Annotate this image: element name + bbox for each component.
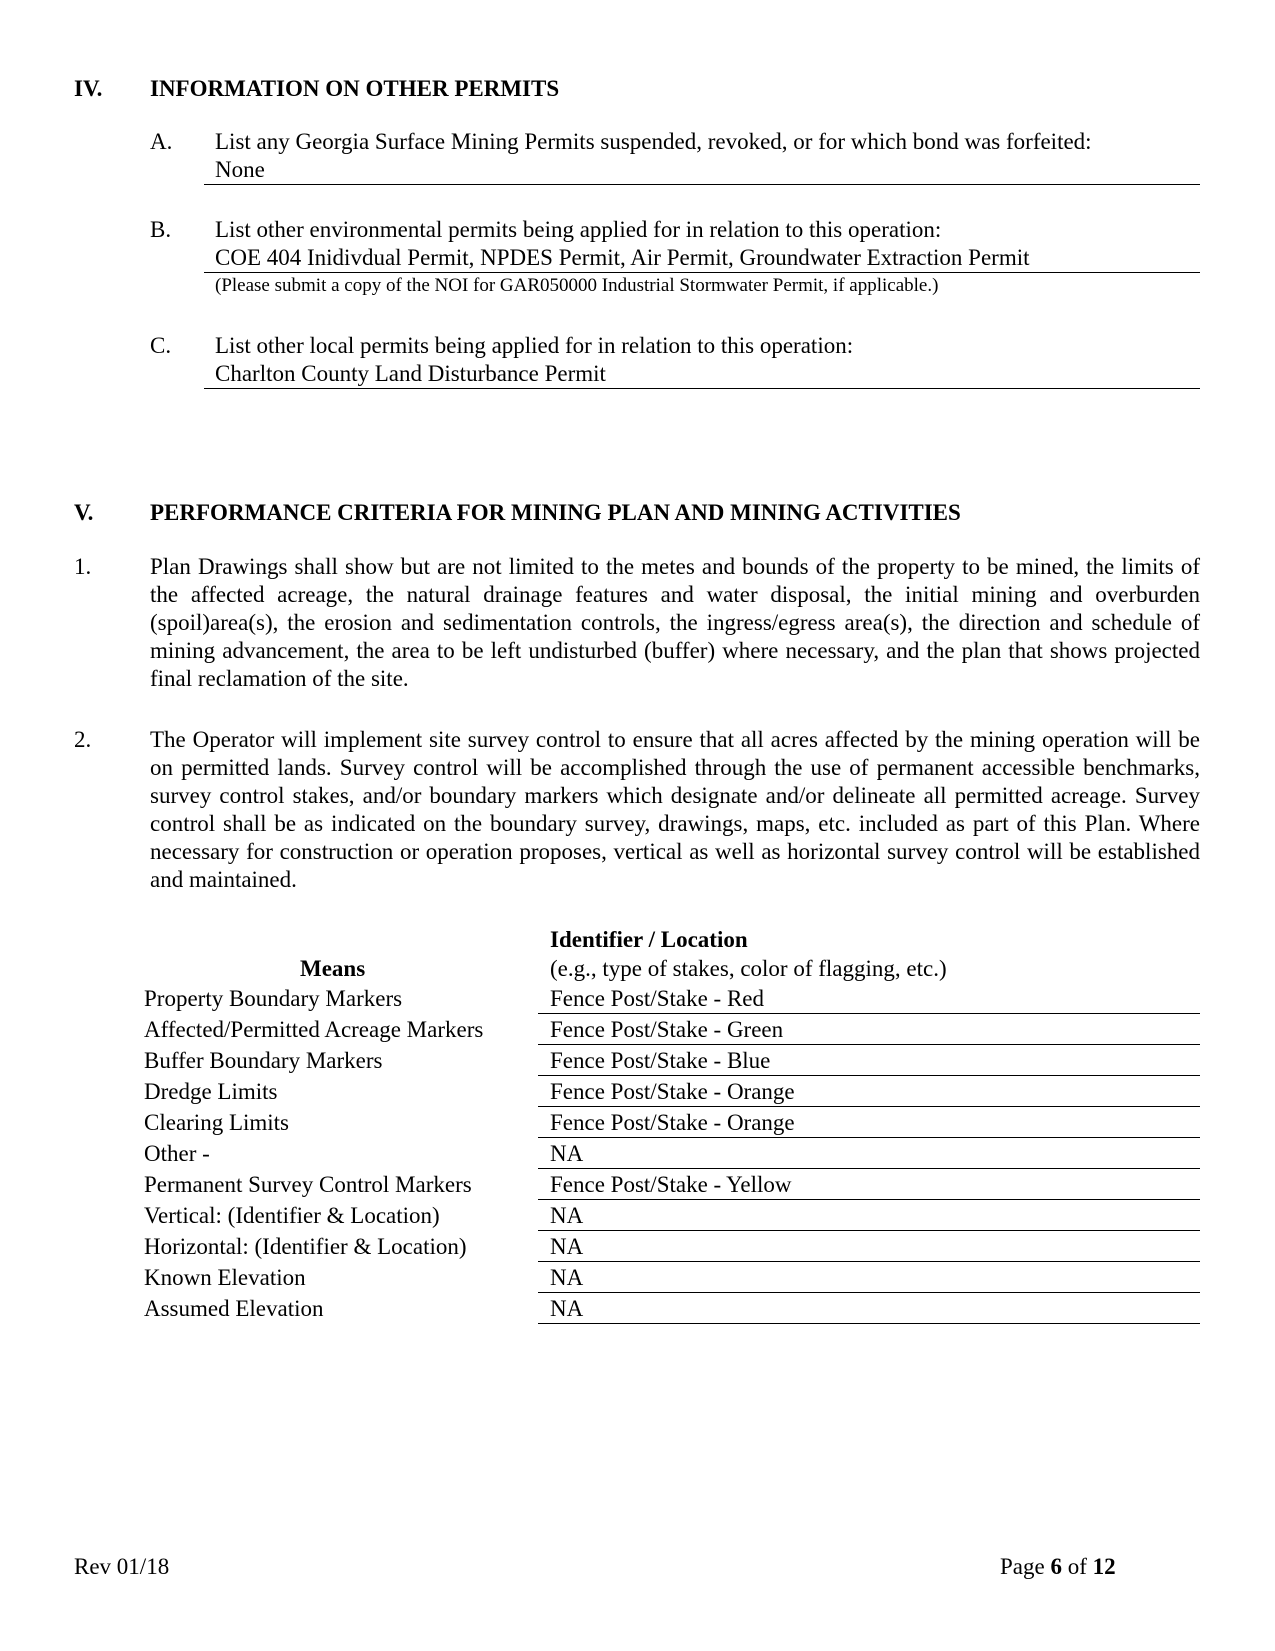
means-cell: Horizontal: (Identifier & Location) xyxy=(144,1234,467,1259)
section-iv-title: INFORMATION ON OTHER PERMITS xyxy=(150,76,560,101)
paragraph-2-number: 2. xyxy=(74,727,92,752)
identifier-header: Identifier / Location xyxy=(550,927,748,952)
means-cell: Vertical: (Identifier & Location) xyxy=(144,1203,440,1228)
means-cell: Assumed Elevation xyxy=(144,1296,324,1321)
means-header: Means xyxy=(300,956,366,981)
identifier-line xyxy=(538,1292,1200,1293)
means-cell: Dredge Limits xyxy=(144,1079,278,1104)
identifier-line xyxy=(538,1075,1200,1076)
item-a-letter: A. xyxy=(150,129,173,154)
identifier-cell: NA xyxy=(550,1234,584,1259)
identifier-cell: Fence Post/Stake - Yellow xyxy=(550,1172,792,1197)
section-v-title: PERFORMANCE CRITERIA FOR MINING PLAN AND MINING ACTIVITIES xyxy=(150,500,961,525)
identifier-cell: Fence Post/Stake - Orange xyxy=(550,1079,795,1104)
identifier-cell: NA xyxy=(550,1141,584,1166)
means-cell: Permanent Survey Control Markers xyxy=(144,1172,472,1197)
item-b-letter: B. xyxy=(150,217,172,242)
identifier-cell: NA xyxy=(550,1265,584,1290)
paragraph-1-text: Plan Drawings shall show but are not limited to the metes and bounds of the property to be mined, the limits of the affected acreage, the natural drainage features and water disposal, the initial mining and overburden (spoil)area(s), the erosion and sedimentation controls, the ingress/egress area(s), the direction and schedule of mining advancement, the area to be left undisturbed (buffer) where necessary, and the plan that shows projected final reclamation of the site. xyxy=(150,554,1200,691)
means-cell: Buffer Boundary Markers xyxy=(144,1048,383,1073)
identifier-line xyxy=(538,1323,1200,1324)
identifier-line xyxy=(538,1230,1200,1231)
identifier-cell: NA xyxy=(550,1203,584,1228)
item-a-answer-line xyxy=(204,184,1200,185)
item-b-question: List other environmental permits being applied for in relation to this operation: xyxy=(215,217,942,242)
item-b-note: (Please submit a copy of the NOI for GAR050000 Industrial Stormwater Permit, if applicable.) xyxy=(215,275,939,296)
identifier-cell: NA xyxy=(550,1296,584,1321)
means-cell: Affected/Permitted Acreage Markers xyxy=(144,1017,484,1042)
identifier-line xyxy=(538,1261,1200,1262)
identifier-line xyxy=(538,1044,1200,1045)
page-prefix: Page xyxy=(1000,1554,1045,1579)
section-v-numeral: V. xyxy=(74,500,94,525)
footer-revision: Rev 01/18 xyxy=(74,1554,170,1579)
paragraph-2-text: The Operator will implement site survey control to ensure that all acres affected by the mining operation will be on permitted lands. Survey control will be accomplished through the use of permanent accessible benchmarks, survey control stakes, and/or boundary markers which designate and/or delineate all permitted acreage. Survey control shall be as indicated on the boundary survey, drawings, maps, etc. included as part of this Plan. Where necessary for construction or operation proposes, vertical as well as horizontal survey control will be established and maintained. xyxy=(150,727,1200,892)
item-b-answer: COE 404 Inidivdual Permit, NPDES Permit, Air Permit, Groundwater Extraction Permit xyxy=(215,245,1030,270)
item-c-answer-line xyxy=(204,388,1200,389)
means-cell: Other - xyxy=(144,1141,210,1166)
item-a-answer: None xyxy=(215,157,265,182)
means-cell: Clearing Limits xyxy=(144,1110,290,1135)
paragraph-1-number: 1. xyxy=(74,554,92,579)
item-b-answer-line xyxy=(204,272,1200,273)
identifier-cell: Fence Post/Stake - Blue xyxy=(550,1048,771,1073)
identifier-line xyxy=(538,1199,1200,1200)
item-c-question: List other local permits being applied for in relation to this operation: xyxy=(215,333,854,358)
identifier-line xyxy=(538,1168,1200,1169)
item-c-answer: Charlton County Land Disturbance Permit xyxy=(215,361,606,386)
identifier-subheader: (e.g., type of stakes, color of flagging, etc.) xyxy=(550,956,947,981)
identifier-line xyxy=(538,1013,1200,1014)
identifier-cell: Fence Post/Stake - Orange xyxy=(550,1110,795,1135)
identifier-line xyxy=(538,1106,1200,1107)
item-c-letter: C. xyxy=(150,333,172,358)
identifier-cell: Fence Post/Stake - Green xyxy=(550,1017,784,1042)
identifier-cell: Fence Post/Stake - Red xyxy=(550,986,764,1011)
section-iv-numeral: IV. xyxy=(74,76,103,101)
item-a-question: List any Georgia Surface Mining Permits suspended, revoked, or for which bond was forfeited: xyxy=(215,129,1092,154)
page-of: of xyxy=(1067,1554,1087,1579)
page-total: 12 xyxy=(1092,1554,1116,1579)
page-current: 6 xyxy=(1050,1554,1062,1579)
means-cell: Known Elevation xyxy=(144,1265,306,1290)
means-cell: Property Boundary Markers xyxy=(144,986,403,1011)
footer-page-number xyxy=(1000,1553,1116,1581)
identifier-line xyxy=(538,1137,1200,1138)
